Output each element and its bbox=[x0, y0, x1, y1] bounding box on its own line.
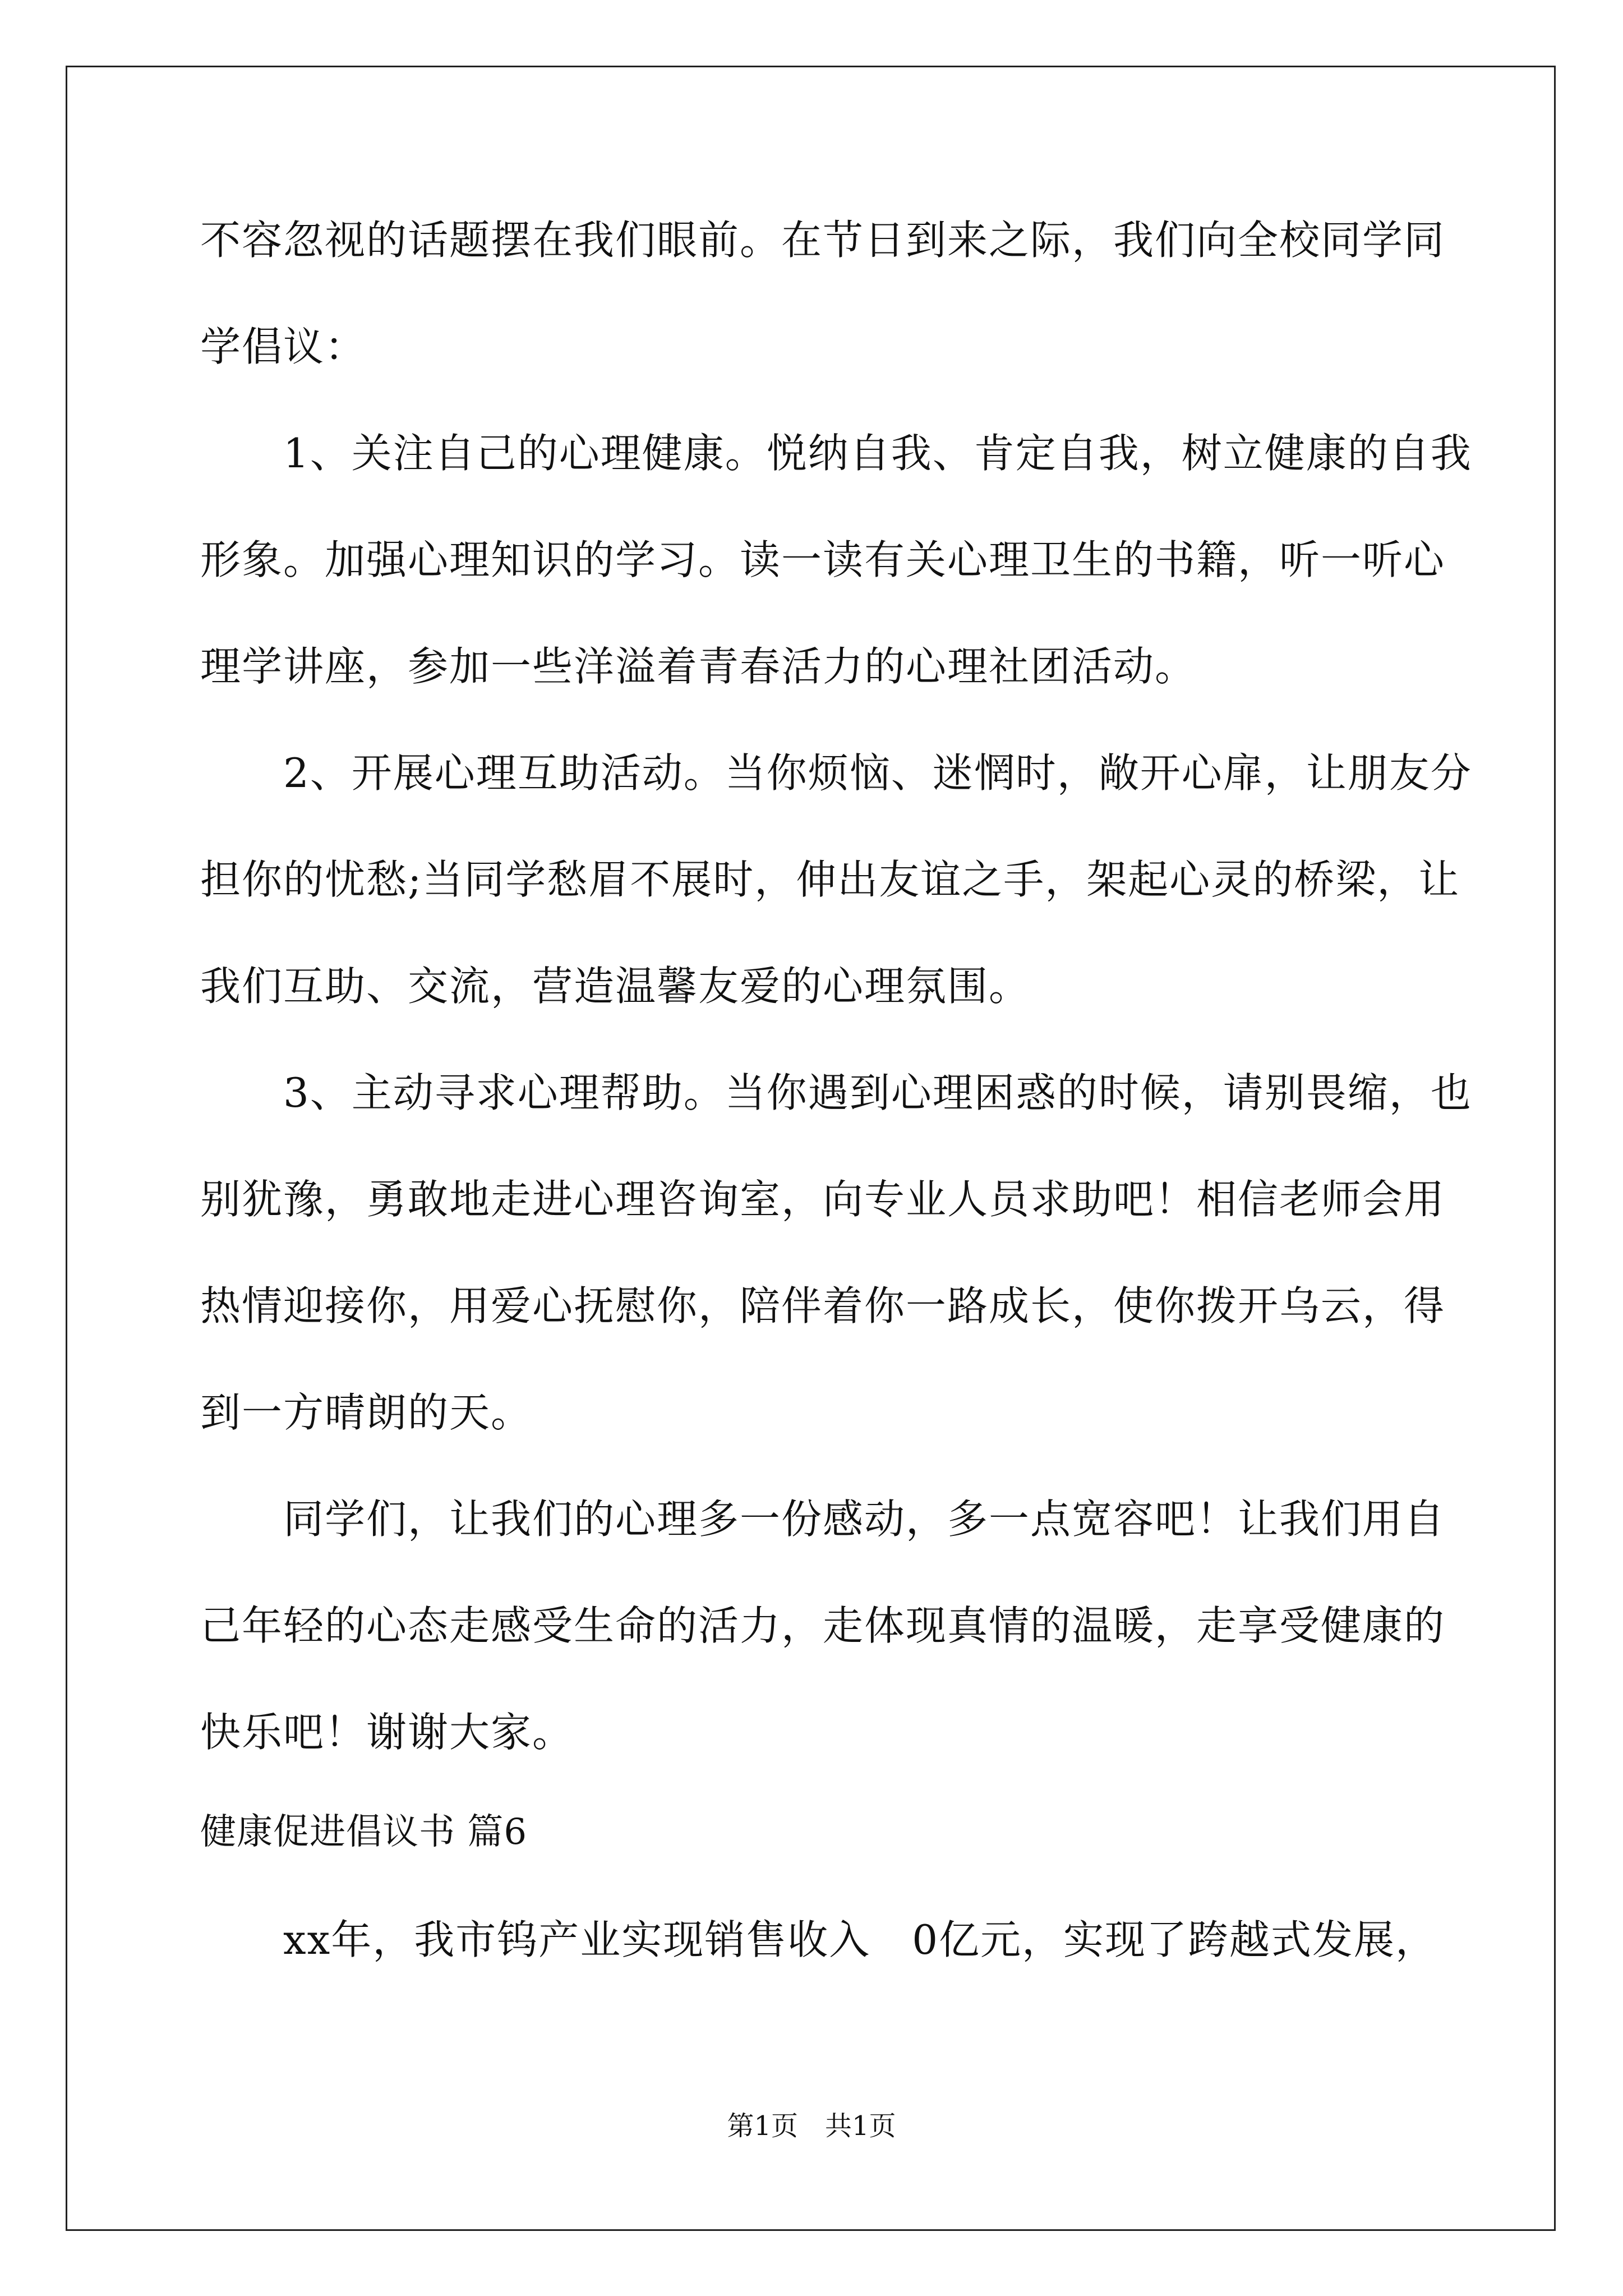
paragraph-line: 担你的忧愁;当同学愁眉不展时，伸出友谊之手，架起心灵的桥梁，让 bbox=[200, 856, 1460, 903]
paragraph-line: 2、开展心理互助活动。当你烦恼、迷惘时，敞开心扉，让朋友分 bbox=[283, 749, 1472, 797]
paragraph-line: 我们互助、交流，营造温馨友爱的心理氛围。 bbox=[200, 963, 1031, 1010]
paragraph-line: 别犹豫，勇敢地走进心理咨询室，向专业人员求助吧！相信老师会用 bbox=[200, 1176, 1446, 1223]
page-border bbox=[66, 66, 1556, 2231]
paragraph-line: 热情迎接你，用爱心抚慰你，陪伴着你一路成长，使你拨开乌云，得 bbox=[200, 1282, 1446, 1329]
paragraph-line: 1、关注自己的心理健康。悦纳自我、肯定自我，树立健康的自我 bbox=[283, 430, 1472, 477]
paragraph-line: xx年，我市钨产业实现销售收入 0亿元，实现了跨越式发展， bbox=[283, 1916, 1437, 1963]
paragraph-line: 到一方晴朗的天。 bbox=[200, 1389, 533, 1436]
paragraph-line: 3、主动寻求心理帮助。当你遇到心理困惑的时候，请别畏缩，也 bbox=[283, 1069, 1472, 1116]
paragraph-line: 学倡议： bbox=[200, 323, 367, 370]
paragraph-line: 不容忽视的话题摆在我们眼前。在节日到来之际，我们向全校同学同 bbox=[200, 217, 1446, 264]
paragraph-line: 形象。加强心理知识的学习。读一读有关心理卫生的书籍，听一听心 bbox=[200, 536, 1446, 583]
page-footer: 第1页 共1页 bbox=[727, 2110, 896, 2142]
section-heading: 健康促进倡议书 篇6 bbox=[200, 1811, 528, 1853]
paragraph-line: 理学讲座，参加一些洋溢着青春活力的心理社团活动。 bbox=[200, 643, 1197, 690]
paragraph-line: 同学们，让我们的心理多一份感动，多一点宽容吧！让我们用自 bbox=[283, 1496, 1446, 1543]
paragraph-line: 快乐吧！谢谢大家。 bbox=[200, 1709, 574, 1756]
paragraph-line: 己年轻的心态走感受生命的活力，走体现真情的温暖，走享受健康的 bbox=[200, 1602, 1446, 1649]
